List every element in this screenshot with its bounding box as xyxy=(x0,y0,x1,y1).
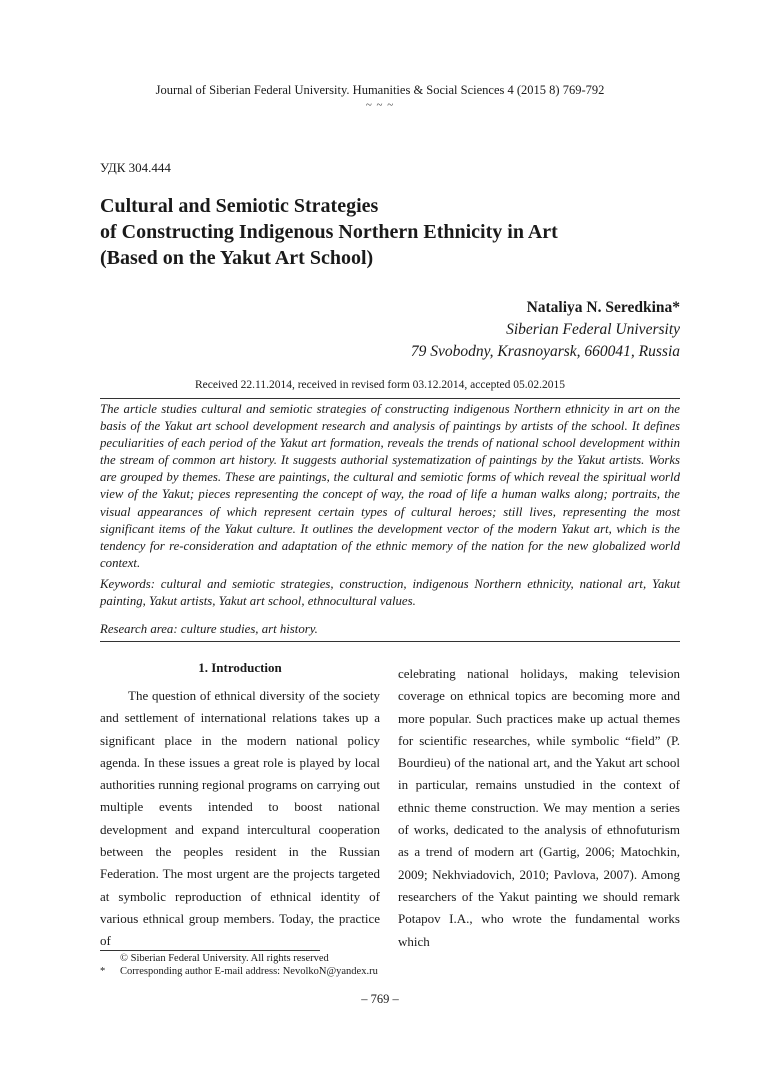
article-title xyxy=(100,193,680,271)
title-line-3: (Based on the Yakut Art School) xyxy=(100,247,374,269)
research-area: Research area: culture studies, art history. xyxy=(100,622,318,636)
footnote-rule xyxy=(100,950,320,951)
body-column-left: The question of ethnical diversity of the society and settlement of international relations takes up a significant place in the modern national policy agenda. In these issues a great role is played by local authorities running regional programs on carrying out multiple events intended to boost national development and expand intercultural cooperation between the peoples resident in the Russian Federation. The most urgent are the projects targeted at symbolic reproduction of ethnical identity of various ethnical group members. Today, the practice of xyxy=(100,688,380,949)
received-dates: Received 22.11.2014, received in revised form 03.12.2014, accepted 05.02.2015 xyxy=(194,379,566,391)
title-line-2: of Constructing Indigenous Northern Ethnicity in Art xyxy=(100,221,558,243)
header-ornament: ~ ~ ~ xyxy=(365,99,395,111)
footnote-corresponding xyxy=(100,965,378,979)
page-number: – 769 – xyxy=(361,992,399,1006)
title-line-1: Cultural and Semiotic Strategies xyxy=(100,195,379,217)
journal-header: Journal of Siberian Federal University. Humanities & Social Sciences 4 (2015 8) 769-792 xyxy=(155,83,605,97)
abstract-top-rule xyxy=(100,398,680,399)
footnote-mark: * xyxy=(100,966,106,977)
author-name: Nataliya N. Seredkina* xyxy=(526,299,680,316)
abstract: The article studies cultural and semiotic strategies of constructing indigenous Northern ethnicity in art on the basis of the Yakut art school development research and analysis of paintings by artists of the school. It defines peculiarities of each period of the Yakut art formation, reveals the trends of national school development within the stream of common art history. It suggests authorial systematization of paintings by the Yakut artists. Works are grouped by themes. These are paintings, the cultural and semiotic forms of which reveal the spiritual world view of the Yakut; pieces representing the concept of way, the road of life a human walks along; portraits, the visual appearances of which represent certain types of cultural heroes; still lives, representing the most significant items of the Yakut culture. It outlines the development vector of the modern Yakut art, which is the tendency for re-consideration and adaptation of the ethnic memory of the nation for the new globalized world context. xyxy=(100,402,680,570)
corresponding-text: Corresponding author E-mail address: NevolkoN@yandex.ru xyxy=(120,966,378,977)
author-address: 79 Svobodny, Krasnoyarsk, 660041, Russia xyxy=(410,343,680,360)
body-column-right: celebrating national holidays, making television coverage on ethnical topics are becoming more and more popular. Such practices make up actual themes for scientific researches, while symbolic “field” (P. Bourdieu) of the national art, and the Yakut art school in particular, remains unstudied in the context of ethnic theme construction. We may mention a series of works, dedicated to the analysis of ethnofuturism as a trend of modern art (Gartig, 2006; Matochkin, 2009; Nekhviadovich, 2010; Pavlova, 2007). Among researchers of the Yakut painting we should remark Potapov I.A., who wrote the fundamental works which xyxy=(398,666,680,949)
author-block xyxy=(411,297,680,363)
abstract-bottom-rule xyxy=(100,641,680,642)
copyright-text: © Siberian Federal University. All rights reserved xyxy=(120,953,329,964)
section-heading: 1. Introduction xyxy=(198,660,282,675)
keywords: Keywords: cultural and semiotic strategies, construction, indigenous Northern ethnicity, national art, Yakut painting, Yakut artists, Yakut art school, ethnocultural values. xyxy=(100,577,680,609)
author-affiliation: Siberian Federal University xyxy=(506,321,680,338)
footnote-copyright xyxy=(100,952,329,966)
udk-code: УДК 304.444 xyxy=(100,160,171,175)
